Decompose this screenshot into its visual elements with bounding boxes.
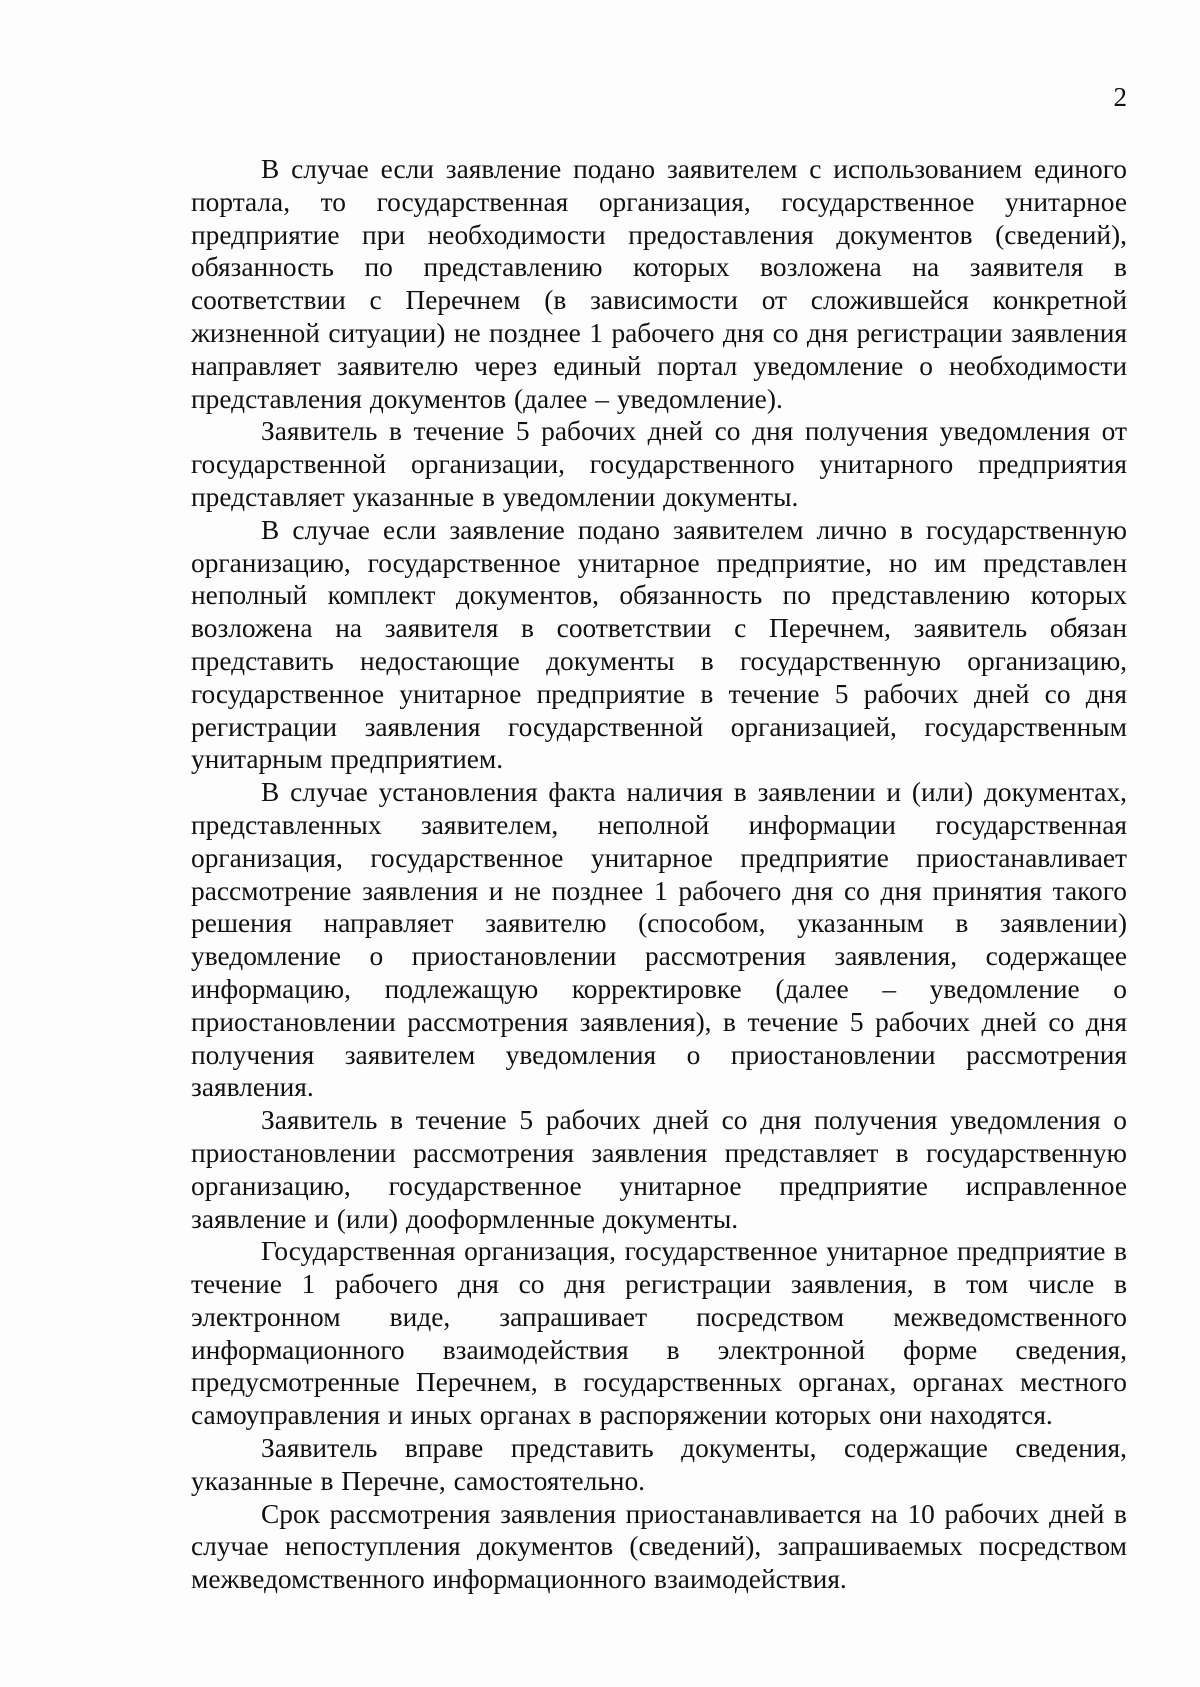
paragraph-portal-application: В случае если заявление подано заявителем с использованием единого портала, то государственная организация, государственное унитарное предприятие при необходимости предоставления документов (сведений), обязанность по представлению которых возложена на заявителя в соответствии с Перечнем (в зависимости от сложившейся конкретной жизненной ситуации) не позднее 1 рабочего дня со дня регистрации заявления направляет заявителю через единый портал уведомление о необходимости представления документов (далее – уведомление). [191, 154, 1127, 414]
paragraph-interagency-request: Государственная организация, государственное унитарное предприятие в течение 1 рабочего дня со дня регистрации заявления, в том числе в электронном виде, запрашивает посредством межведомственного информационного взаимодействия в электронной форме сведения, предусмотренные Перечнем, в государственных органах, органах местного самоуправления и иных органах в распоряжении которых они находятся. [191, 1236, 1127, 1431]
paragraph-suspension-term: Срок рассмотрения заявления приостанавливается на 10 рабочих дней в случае непоступления документов (сведений), запрашиваемых посредством межведомственного информационного взаимодействия. [191, 1498, 1127, 1595]
paragraph-corrected-application: Заявитель в течение 5 рабочих дней со дня получения уведомления о приостановлении рассмотрения заявления представляет в государственную организацию, государственное унитарное предприятие исправленное заявление и (или) дооформленные документы. [191, 1105, 1127, 1234]
paragraph-applicant-submits-documents: Заявитель в течение 5 рабочих дней со дня получения уведомления от государственной организации, государственного унитарного предприятия представляет указанные в уведомлении документы. [191, 416, 1127, 512]
paragraph-in-person-application: В случае если заявление подано заявителем лично в государственную организацию, государственное унитарное предприятие, но им представлен неполный комплект документов, обязанность по представлению которых возложена на заявителя в соответствии с Перечнем, заявитель обязан представить недостающие документы в государственную организацию, государственное унитарное предприятие в течение 5 рабочих дней со дня регистрации заявления государственной организацией, государственным унитарным предприятием. [191, 514, 1127, 775]
page-number: 2 [1113, 82, 1127, 112]
document-body [191, 153, 1127, 1596]
paragraph-incomplete-information: В случае установления факта наличия в заявлении и (или) документах, представленных заявителем, неполной информации государственная организация, государственное унитарное предприятие приостанавливает рассмотрение заявления и не позднее 1 рабочего дня со дня принятия такого решения направляет заявителю (способом, указанным в заявлении) уведомление о приостановлении рассмотрения заявления, содержащее информацию, подлежащую корректировке (далее – уведомление о приостановлении рассмотрения заявления), в течение 5 рабочих дней со дня получения заявителем уведомления о приостановлении рассмотрения заявления. [191, 777, 1127, 1103]
paragraph-applicant-right: Заявитель вправе представить документы, содержащие сведения, указанные в Перечне, самостоятельно. [191, 1433, 1127, 1496]
